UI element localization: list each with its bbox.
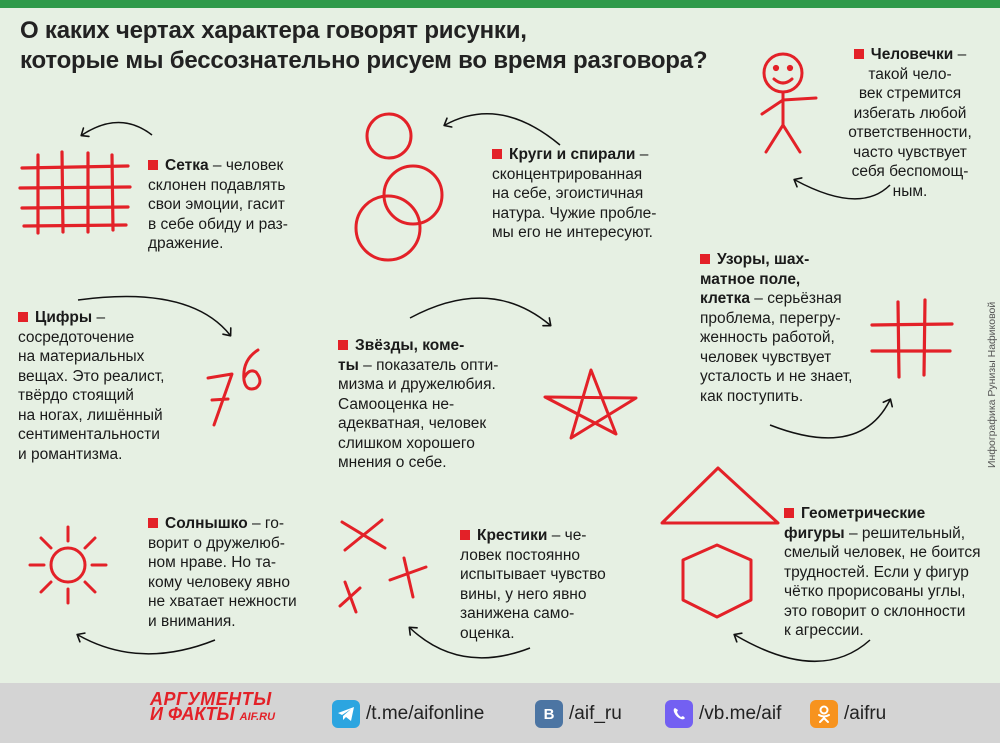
item-krugi: Круги и спирали – сконцентрированная на себе, эгоистичная натура. Чужие пробле- мы его не интересуют. <box>492 146 657 241</box>
red-square-icon <box>18 312 28 322</box>
telegram-icon <box>332 700 360 728</box>
aif-logo[interactable]: АРГУМЕНТЫ И ФАКТЫ AIF.RU <box>150 689 276 724</box>
viber-icon <box>665 700 693 728</box>
arrow-zvezdy <box>410 298 550 325</box>
odnoklassniki-icon <box>810 700 838 728</box>
stickman-drawing <box>762 54 816 152</box>
digits-drawing <box>208 350 260 425</box>
item-cifry: Цифры – сосредоточение на материальных вещах. Это реалист, твёрдо стоящий на ногах, лишённый сентиментальности и романтизма. <box>18 309 165 463</box>
circles-drawing <box>356 114 442 260</box>
item-geometr: Геометрические фигуры – решительный, смелый человек, не боится трудностей. Если у фигур чётко прорисованы углы, это говорит о склонности к агрессии. <box>784 505 981 639</box>
red-square-icon <box>460 530 470 540</box>
item-uzory: Узоры, шах- матное поле, клетка – серьёзная проблема, перегру- женность работой, человек чувствует усталость и не знает, как поступить. <box>700 251 853 405</box>
red-square-icon <box>784 508 794 518</box>
red-square-icon <box>854 49 864 59</box>
vk-icon: B <box>535 700 563 728</box>
arrow-krugi <box>445 114 560 145</box>
star-drawing <box>545 370 636 438</box>
title-line-2: которые мы бессознательно рисуем во время разговора? <box>20 47 708 74</box>
red-square-icon <box>338 340 348 350</box>
red-square-icon <box>148 518 158 528</box>
item-solnyshko: Солнышко – го- ворит о дружелюб- ном нраве. Но та- кому человеку явно не хватает нежности и внимания. <box>148 515 297 630</box>
sun-drawing <box>30 527 106 603</box>
vk-link[interactable]: B /aif_ru <box>535 700 622 728</box>
crosses-drawing <box>340 520 426 612</box>
viber-link[interactable]: /vb.me/aif <box>665 700 781 728</box>
infographic-credit: Инфографика Рунизы Нафиковой <box>986 301 998 468</box>
item-setka: Сетка – человек склонен подавлять свои эмоции, гасит в себе обиду и раз- дражение. <box>148 157 288 252</box>
arrow-solnyshko <box>78 635 215 654</box>
item-krestiki: Крестики – че- ловек постоянно испытывает чувство вины, у него явно занижена само- оценка. <box>460 527 606 642</box>
arrow-setka <box>82 123 152 136</box>
odnoklassniki-link[interactable]: /aifru <box>810 700 886 728</box>
grid-drawing <box>20 152 130 233</box>
hash-drawing <box>872 300 952 377</box>
geometric-drawing <box>662 468 778 617</box>
title-line-1: О каких чертах характера говорят рисунки, <box>20 17 527 44</box>
red-square-icon <box>700 254 710 264</box>
red-square-icon <box>148 160 158 170</box>
item-zvezdy: Звёзды, коме- ты – показатель опти- мизма и дружелюбия. Самооценка не- адекватная, человек слишком хорошего мнения о себе. <box>338 337 499 471</box>
red-square-icon <box>492 149 502 159</box>
item-chelovechki: Человечки – такой чело- век стремится избегать любой ответственности, часто чувствует себя беспомощ- ным. <box>848 46 972 200</box>
telegram-link[interactable]: /t.me/aifonline <box>332 700 484 728</box>
